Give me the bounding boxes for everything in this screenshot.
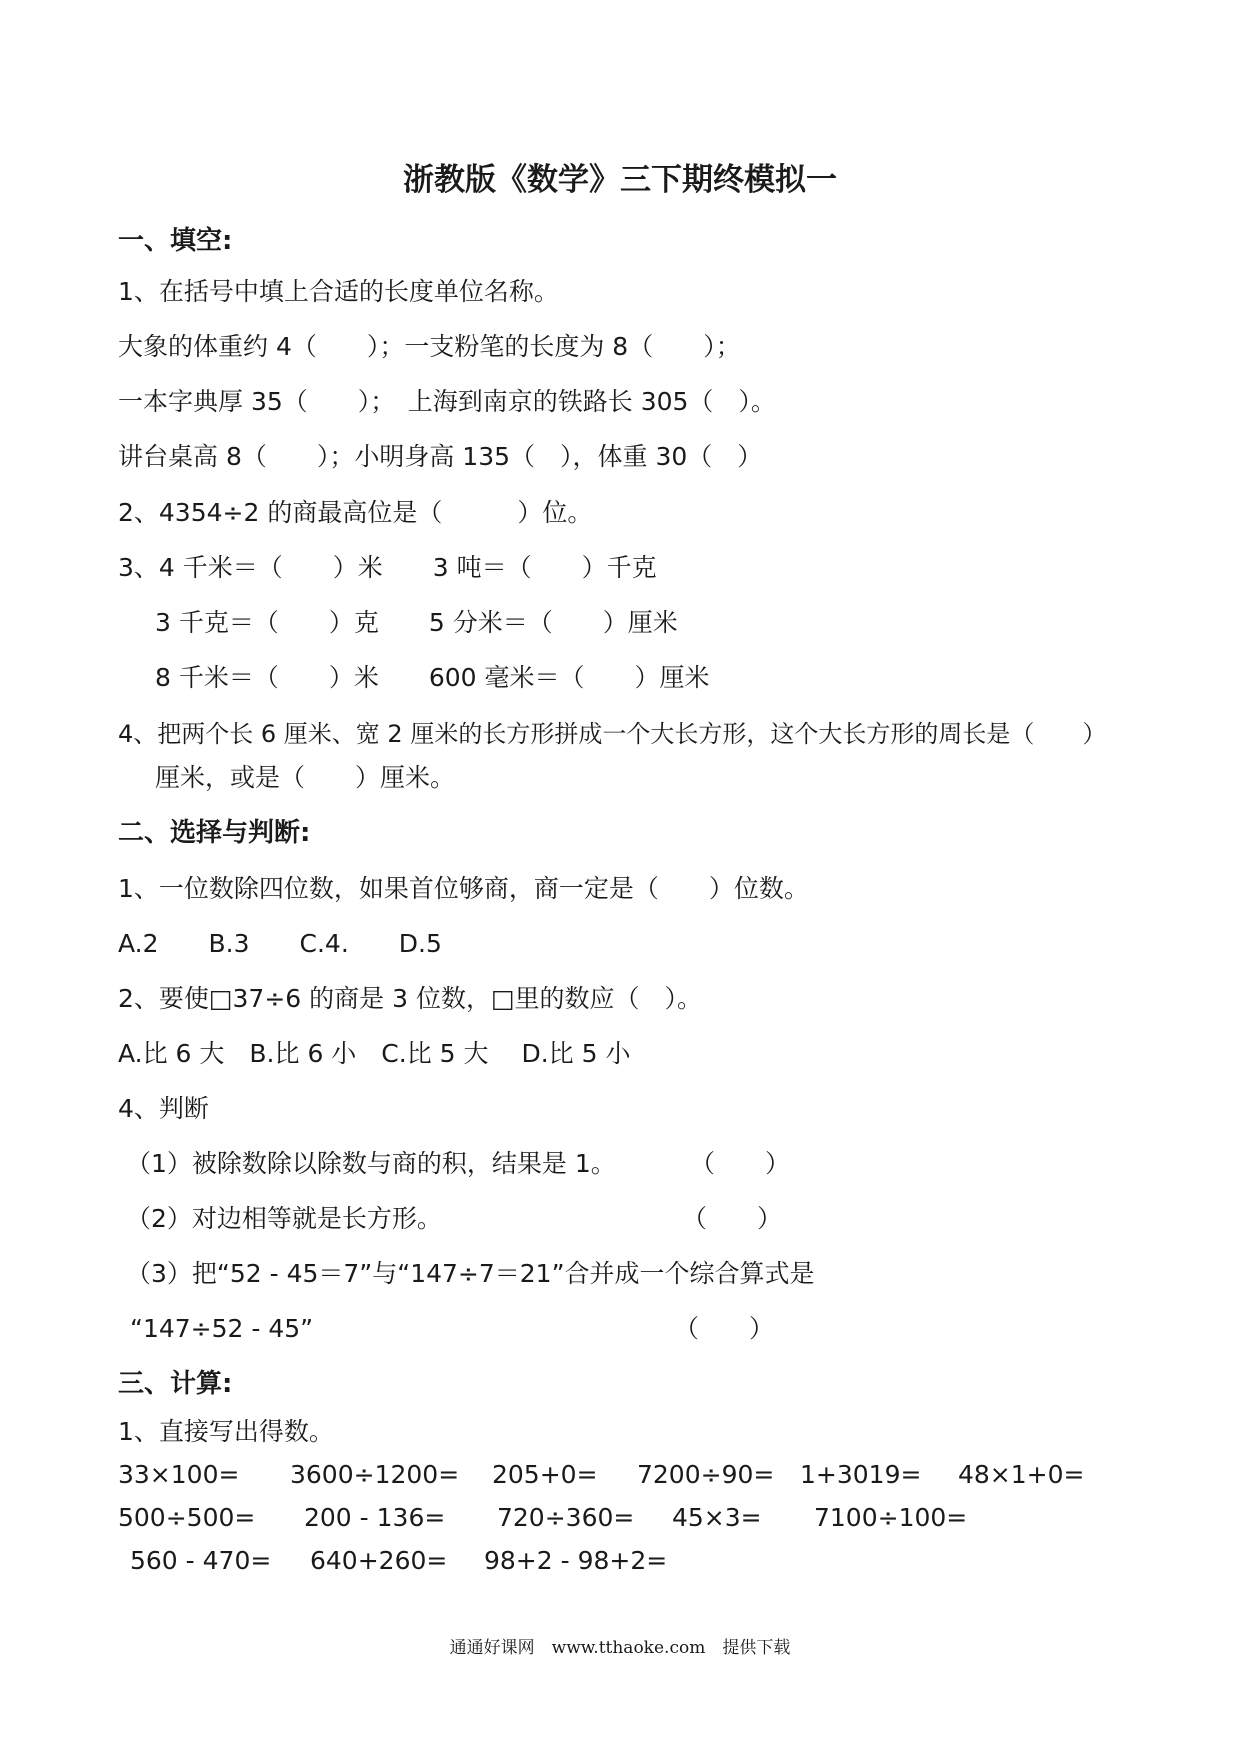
question-1-1-line-2: 一本字典厚 35（ ）； 上海到南京的铁路长 305（ ）。 [118,387,776,416]
section-heading-calculation: 三、计算: [118,1369,233,1399]
question-1-1-line-1: 大象的体重约 4（ ）；一支粉笔的长度为 8（ ）； [118,332,741,361]
question-3-1: 1、直接写出得数。 [118,1417,334,1446]
judgment-3-answer-blank: （ ） [674,1314,775,1343]
question-1-4-line-2: 厘米，或是（ ）厘米。 [155,763,456,792]
question-1-2: 2、4354÷2 的商最高位是（ ）位。 [118,498,593,527]
question-1-3-row-1: 3、4 千米＝（ ）米 3 吨＝（ ）千克 [118,553,657,582]
judgment-3-text: （3）把“52 - 45＝7”与“147÷7＝21”合并成一个综合算式是 [126,1259,815,1288]
judgment-2-text: （2）对边相等就是长方形。 [126,1204,442,1233]
judgment-1-answer-blank: （ ） [690,1149,791,1178]
question-2-2-options: A.比 6 大 B.比 6 小 C.比 5 大 D.比 5 小 [118,1039,631,1068]
calc-item: 205+0= [492,1460,598,1489]
calc-item: 7100÷100= [814,1503,968,1532]
calc-item: 640+260= [310,1546,448,1575]
calc-item: 720÷360= [497,1503,635,1532]
judgment-3-continuation: “147÷52 - 45” [130,1314,314,1343]
calc-item: 560 - 470= [130,1546,272,1575]
section-heading-fill-in: 一、填空: [118,226,233,256]
judgment-2-answer-blank: （ ） [682,1204,783,1233]
calc-item: 48×1+0= [958,1460,1085,1489]
calc-item: 1+3019= [800,1460,922,1489]
judgment-1-text: （1）被除数除以除数与商的积，结果是 1。 [126,1149,616,1178]
footer-download-note: 通通好课网 www.tthaoke.com 提供下载 [449,1638,791,1658]
question-2-1-options: A.2 B.3 C.4. D.5 [118,929,442,958]
question-2-2: 2、要使□37÷6 的商是 3 位数，□里的数应（ ）。 [118,984,703,1013]
calc-item: 3600÷1200= [290,1460,460,1489]
question-1-1: 1、在括号中填上合适的长度单位名称。 [118,277,559,306]
question-1-3-row-2: 3 千克＝（ ）克 5 分米＝（ ）厘米 [155,608,678,637]
calc-item: 45×3= [672,1503,762,1532]
calc-item: 33×100= [118,1460,240,1489]
calc-item: 7200÷90= [637,1460,775,1489]
question-2-4-heading: 4、判断 [118,1094,209,1123]
question-1-4-line-1: 4、把两个长 6 厘米、宽 2 厘米的长方形拼成一个大长方形，这个大长方形的周长是（ ） [118,720,1107,748]
calc-item: 500÷500= [118,1503,256,1532]
calc-item: 200 - 136= [304,1503,446,1532]
calc-item: 98+2 - 98+2= [484,1546,668,1575]
page-title: 浙教版《数学》三下期终模拟一 [403,162,837,198]
section-heading-choice-judgment: 二、选择与判断: [118,818,311,848]
question-1-3-row-3: 8 千米＝（ ）米 600 毫米＝（ ）厘米 [155,663,710,692]
question-1-1-line-3: 讲台桌高 8（ ）；小明身高 135（ ），体重 30（ ） [118,442,763,471]
question-2-1: 1、一位数除四位数，如果首位够商，商一定是（ ）位数。 [118,874,809,903]
